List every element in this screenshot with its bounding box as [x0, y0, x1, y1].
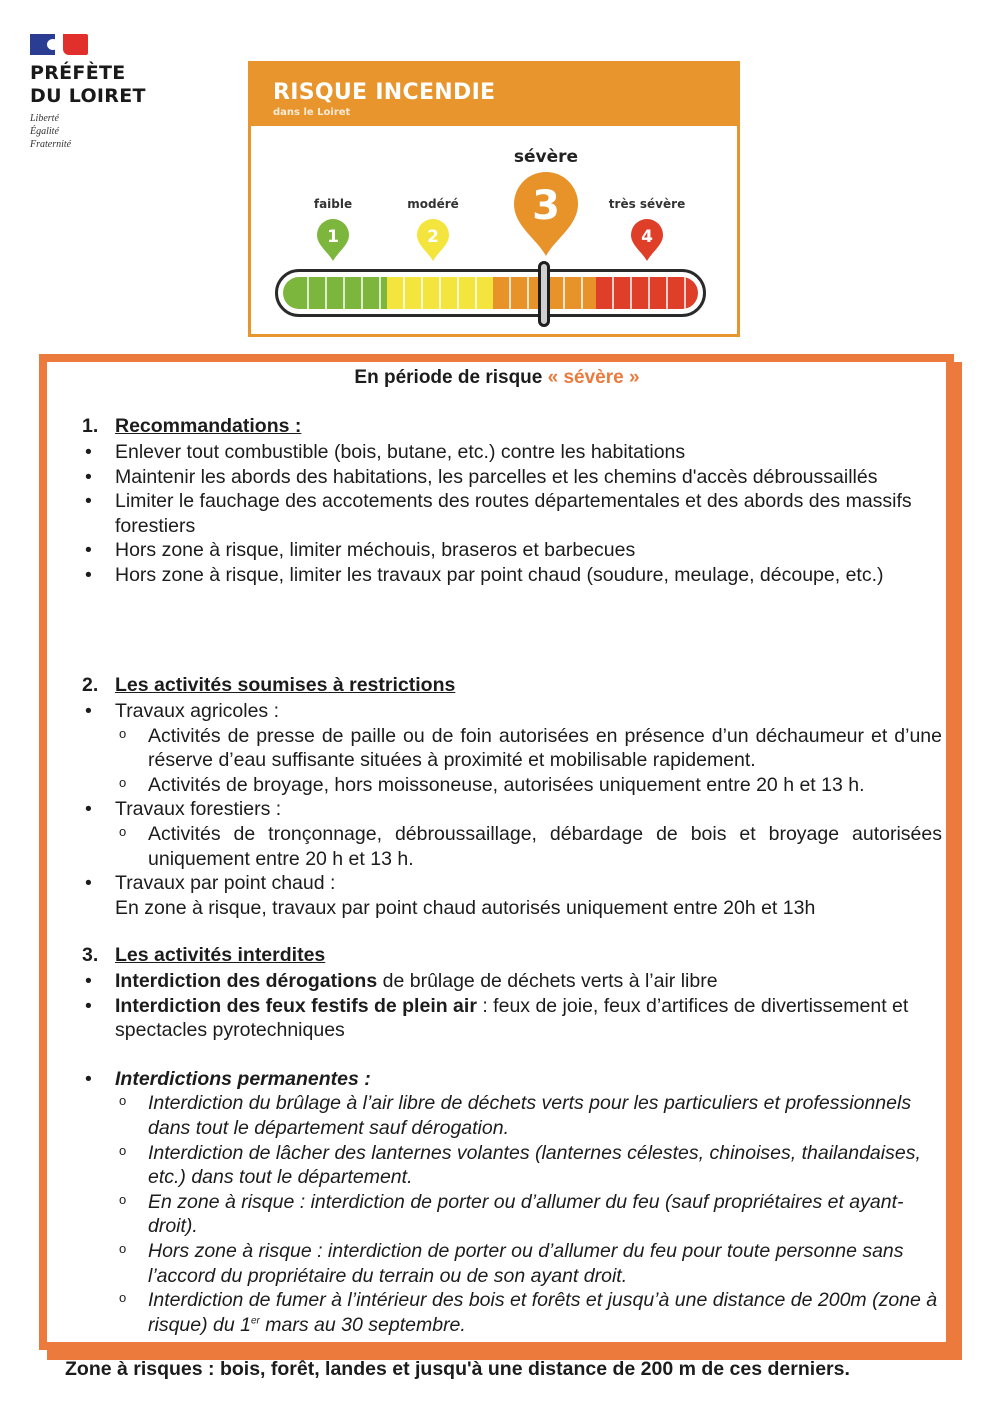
sub-list-item: o Activités de presse de paille ou de foin autorisées en présence d’un déchaumeur et d’une réserve d’eau suffisante situées à proximité et mobilisable rapidement.: [119, 724, 942, 772]
risk-gauge: [275, 269, 706, 317]
level-label-severe: sévère: [513, 147, 579, 167]
sub-list-item: o Activités de broyage, hors moissoneuse, autorisées uniquement entre 20 h et 13 h.: [119, 773, 865, 796]
level-1-pin-icon: [316, 218, 350, 262]
level-3-pin-icon: [513, 171, 579, 257]
sub-list-item: o Interdiction du brûlage à l’air libre de déchets verts pour les particuliers et professionnels dans tout le département sauf dérogation.: [119, 1092, 912, 1139]
svg-text:3: 3: [532, 183, 560, 229]
gauge-segment-tres-severe: [596, 277, 698, 309]
level-label-tres-severe: très sévère: [608, 197, 686, 211]
list-item: • Enlever tout combustible (bois, butane, etc.) contre les habitations: [85, 441, 686, 463]
prefecture-name: PRÉFÈTE DU LOIRET: [30, 62, 146, 107]
risk-zone-footnote: Zone à risques : bois, forêt, landes et jusqu'à une distance de 200 m de ces derniers.: [65, 1358, 850, 1380]
list-item: • Hors zone à risque, limiter méchouis, braseros et barbecues: [85, 539, 636, 562]
risk-period-value: « sévère »: [547, 367, 640, 388]
sub-list-item: o Interdiction de lâcher des lanternes volantes (lanternes célestes, chinoises, thailandaises, etc.) dans tout le département.: [119, 1141, 921, 1189]
sub-list-item: o Interdiction de fumer à l’intérieur des bois et forêts et jusqu’à une distance de 200m (zone à risque) du 1er mars au 30 septembre.: [119, 1289, 938, 1336]
level-label-faible: faible: [313, 197, 353, 211]
list-item-detail: En zone à risque, travaux par point chaud autorisés uniquement entre 20h et 13h: [115, 896, 816, 919]
restrictions-list: [82, 699, 942, 920]
prefecture-logo: [30, 34, 170, 151]
permanent-interdictions-label: • Interdictions permanentes :: [85, 1067, 371, 1090]
list-item: • Interdiction des feux festifs de plein air : feux de joie, feux d’artifices de divertissement et spectacles pyrotechniques: [85, 994, 909, 1042]
sub-list-item: o En zone à risque : interdiction de porter ou d’allumer du feu (sauf propriétaires et ayant-droit).: [119, 1190, 904, 1238]
section-recommandations-title: 1. Recommandations :: [82, 415, 302, 437]
svg-text:1: 1: [327, 227, 339, 247]
list-item: • Limiter le fauchage des accotements des routes départementales et des abords des massifs forestiers: [85, 490, 912, 537]
recommandations-list: [82, 440, 942, 588]
section-restrictions-title: 2. Les activités soumises à restrictions: [82, 674, 456, 696]
sub-list-item: o Activités de tronçonnage, débroussaillage, débardage de bois et broyage autorisées uniquement entre 20 h et 13 h.: [119, 822, 942, 870]
risk-period-heading: En période de risque « sévère »: [354, 367, 640, 388]
list-item: • Hors zone à risque, limiter les travaux par point chaud (soudure, meulage, découpe, etc.): [85, 563, 884, 586]
interdites-list: [82, 969, 942, 1337]
svg-text:2: 2: [427, 227, 439, 247]
level-label-modere: modéré: [407, 197, 459, 211]
list-item: • Travaux agricoles :: [85, 700, 280, 722]
gauge-level-indicator: [538, 261, 550, 327]
gauge-segment-modere: [387, 277, 493, 309]
gauge-segment-faible: [283, 277, 387, 309]
list-item: • Interdiction des dérogations de brûlage de déchets verts à l’air libre: [85, 970, 718, 992]
sub-list-item: o Hors zone à risque : interdiction de porter ou d’allumer du feu pour toute personne sans l’accord du propriétaire du terrain ou de son ayant droit.: [119, 1239, 904, 1287]
card-subtitle: dans le Loiret: [273, 107, 351, 118]
svg-text:4: 4: [641, 227, 653, 247]
list-item: • Travaux par point chaud :: [85, 872, 336, 895]
card-header: [251, 64, 737, 126]
list-item: • Travaux forestiers :: [85, 798, 282, 821]
list-item: • Maintenir les abords des habitations, les parcelles et les chemins d'accès débroussaillés: [85, 465, 878, 488]
level-2-pin-icon: [416, 218, 450, 262]
level-4-pin-icon: [630, 218, 664, 262]
republic-motto: Liberté Égalité Fraternité: [30, 113, 72, 150]
card-title: RISQUE INCENDIE: [273, 80, 496, 105]
marianne-flag-icon: [30, 34, 88, 55]
section-interdites-title: 3. Les activités interdites: [82, 944, 326, 966]
